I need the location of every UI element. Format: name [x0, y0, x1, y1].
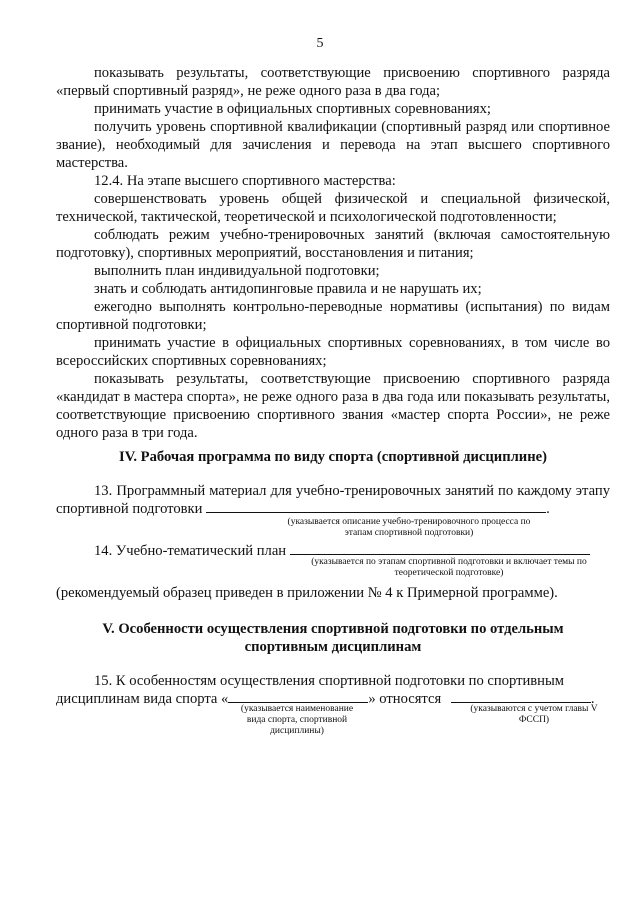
features-blank	[451, 690, 591, 703]
paragraph-15-mid: » относятся	[368, 691, 442, 707]
paragraph: принимать участие в официальных спортивных соревнованиях, в том числе во всероссийских спортивных соревнованиях;	[56, 335, 610, 369]
requirements-list	[56, 64, 610, 442]
paragraph-14-tail: (рекомендуемый образец приведен в приложении № 4 к Примерной программе).	[56, 585, 558, 601]
sport-name-blank	[228, 690, 368, 703]
subsection-12-4: 12.4. На этапе высшего спортивного мастерства:	[94, 173, 396, 189]
paragraph: совершенствовать уровень общей физической и специальной физической, технической, тактической, теоретической и психологической подготовленности;	[56, 191, 610, 225]
features-note: (указываются с учетом главы V ФССП)	[470, 704, 598, 725]
paragraph: принимать участие в официальных спортивных соревнованиях;	[94, 101, 491, 117]
section-v-heading-line2: спортивным дисциплинам	[244, 639, 422, 655]
fill-in-line	[206, 500, 546, 513]
paragraph-13-text: 13. Программный материал для учебно-тренировочных занятий по каждому этапу спортивной подготовки	[56, 483, 610, 517]
paragraph-14-note: (указывается по этапам спортивной подготовки и включает темы по теоретической подготовке)	[311, 557, 587, 578]
paragraph-13	[56, 482, 610, 518]
paragraph: знать и соблюдать антидопинговые правила и не нарушать их;	[94, 281, 482, 297]
section-iv-heading: IV. Рабочая программа по виду спорта (спортивной дисциплине)	[119, 449, 547, 465]
sport-name-note: (указывается наименование вида спорта, спортивной дисциплины)	[240, 704, 354, 736]
paragraph: ежегодно выполнять контрольно-переводные нормативы (испытания) по видам спортивной подготовки;	[56, 299, 610, 333]
paragraph: выполнить план индивидуальной подготовки;	[94, 263, 380, 279]
paragraph-15-line1: 15. К особенностям осуществления спортивной подготовки по спортивным	[94, 673, 565, 689]
page-number: 5	[316, 36, 324, 51]
paragraph-13-end: .	[546, 501, 550, 517]
paragraph-15-end: .	[590, 691, 595, 707]
paragraph-15-start: дисциплинам вида спорта «	[56, 691, 229, 707]
section-v-heading-line1: V. Особенности осуществления спортивной подготовки по отдельным	[102, 621, 564, 637]
paragraph: показывать результаты, соответствующие присвоению спортивного разряда «первый спортивный разряд», не реже одного раза в два года;	[56, 65, 610, 99]
paragraph: получить уровень спортивной квалификации (спортивный разряд или спортивное звание), необходимый для зачисления и перевода на этап высшего спортивного мастерства.	[56, 119, 610, 171]
fill-in-line	[290, 542, 590, 555]
paragraph-13-note: (указывается описание учебно-тренировочного процесса по этапам спортивной подготовки)	[287, 517, 531, 538]
paragraph: показывать результаты, соответствующие присвоению спортивного разряда «кандидат в мастера спорта», не реже одного раза в два года или показывать результаты, соответствующие присвоению спортивного звания «мастер спорта России», не реже одного раза в три года.	[56, 371, 610, 441]
paragraph: соблюдать режим учебно-тренировочных занятий (включая самостоятельную подготовку), спортивных мероприятий, восстановления и питания;	[56, 227, 610, 261]
paragraph-14-text: 14. Учебно-тематический план	[94, 543, 287, 559]
